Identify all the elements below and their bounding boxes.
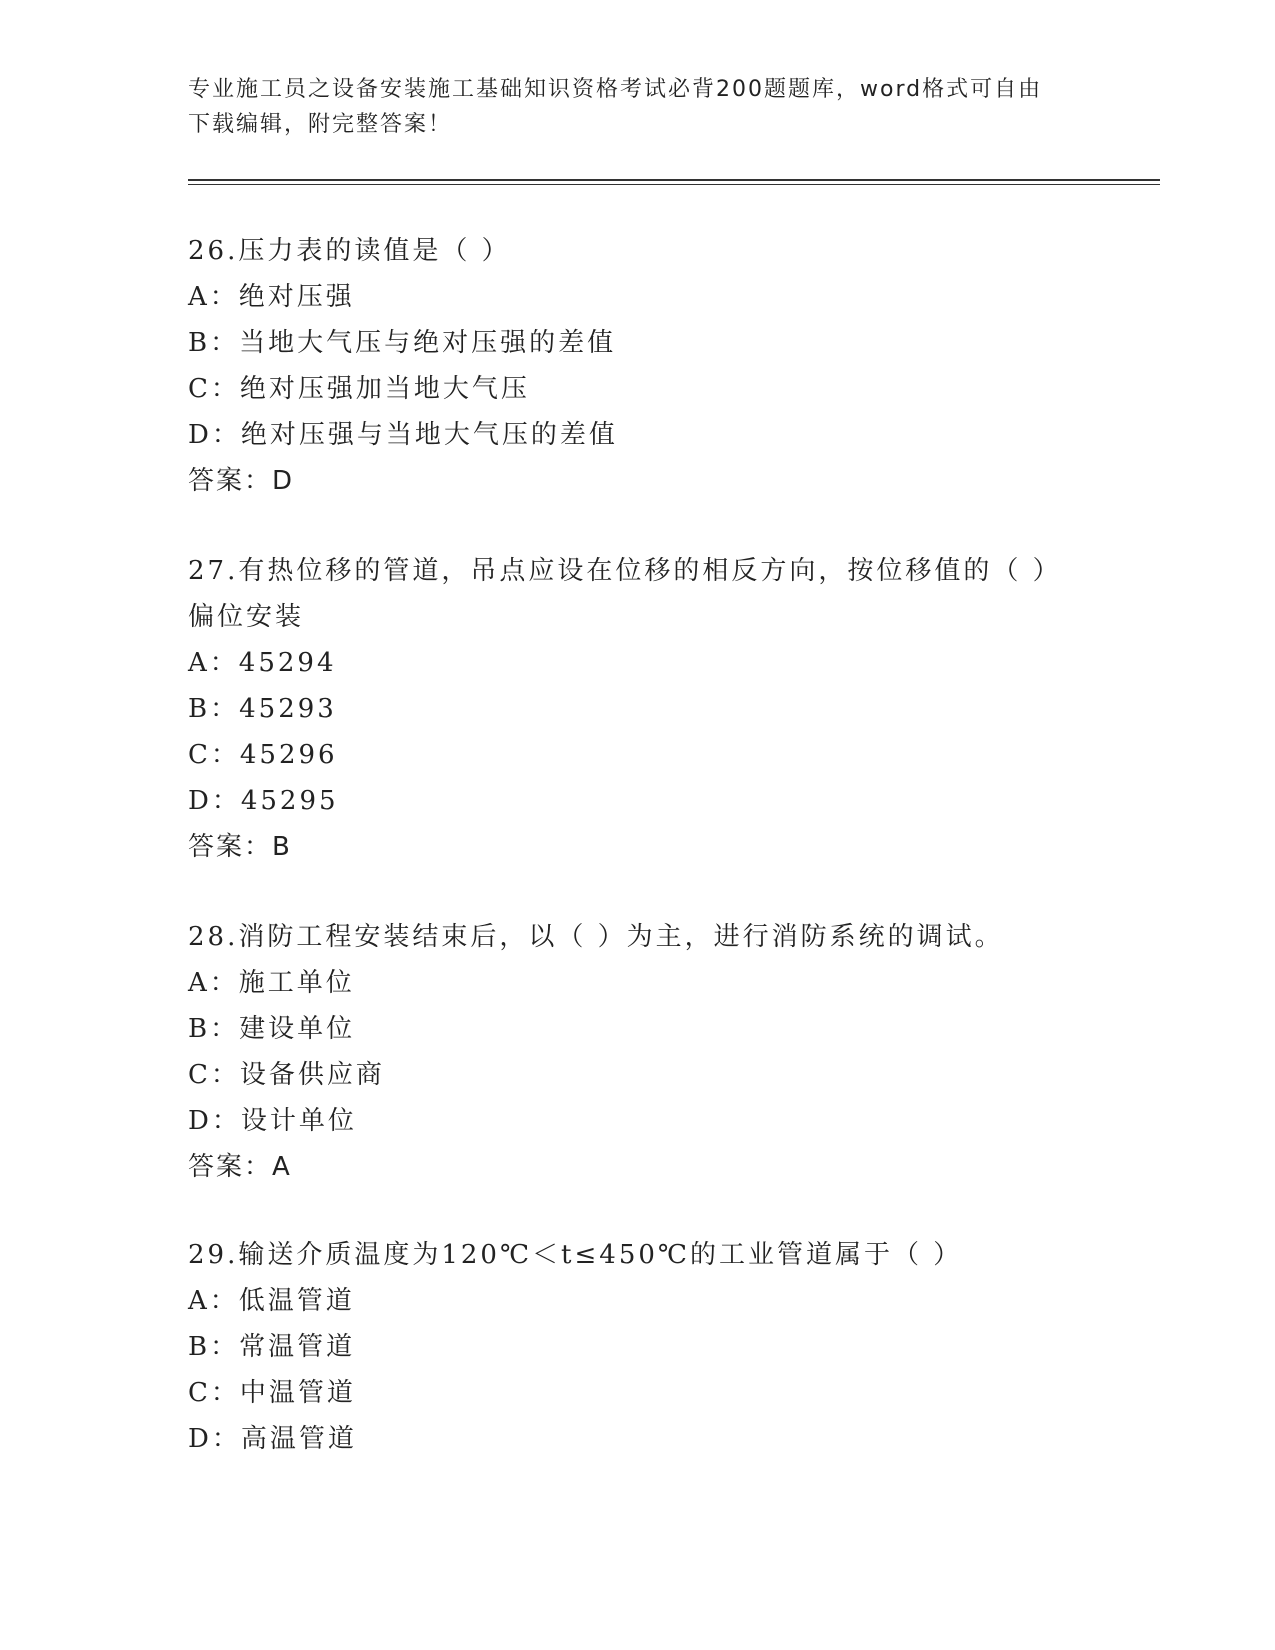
option-b: B：45293 <box>188 694 337 724</box>
header-line-1: 专业施工员之设备安装施工基础知识资格考试必背200题题库，word格式可自由 <box>188 77 1043 102</box>
option-b: B：当地大气压与绝对压强的差值 <box>188 328 617 358</box>
option-a: A：绝对压强 <box>188 282 355 312</box>
option-a: A：45294 <box>188 648 337 678</box>
question-28 <box>188 914 1088 1190</box>
question-stem-continued: 偏位安装 <box>188 602 305 632</box>
question-stem: 26.压力表的读值是（ ） <box>188 236 511 266</box>
option-d: D：绝对压强与当地大气压的差值 <box>188 420 618 450</box>
option-b: B：常温管道 <box>188 1332 356 1362</box>
answer: 答案：A <box>188 1152 292 1182</box>
header-rule-thin <box>188 184 1160 185</box>
header-line-2: 下载编辑，附完整答案！ <box>188 112 453 137</box>
option-b: B：建设单位 <box>188 1014 356 1044</box>
question-stem: 27.有热位移的管道，吊点应设在位移的相反方向，按位移值的（ ） <box>188 556 1062 586</box>
option-d: D：设计单位 <box>188 1106 357 1136</box>
option-d: D：高温管道 <box>188 1424 357 1454</box>
option-c: C：中温管道 <box>188 1378 356 1408</box>
option-c: C：设备供应商 <box>188 1060 385 1090</box>
option-a: A：低温管道 <box>188 1286 355 1316</box>
question-29 <box>188 1232 1088 1462</box>
answer: 答案：B <box>188 832 292 862</box>
question-stem: 29.输送介质温度为120℃＜t≤450℃的工业管道属于（ ） <box>188 1240 963 1270</box>
option-d: D：45295 <box>188 786 339 816</box>
question-27 <box>188 548 1088 870</box>
option-a: A：施工单位 <box>188 968 355 998</box>
answer: 答案：D <box>188 466 295 496</box>
option-c: C：绝对压强加当地大气压 <box>188 374 530 404</box>
document-header <box>188 72 1088 142</box>
option-c: C：45296 <box>188 740 338 770</box>
question-stem: 28.消防工程安装结束后，以（ ）为主，进行消防系统的调试。 <box>188 922 1004 952</box>
question-26 <box>188 228 1088 504</box>
header-rule-thick <box>188 179 1160 181</box>
